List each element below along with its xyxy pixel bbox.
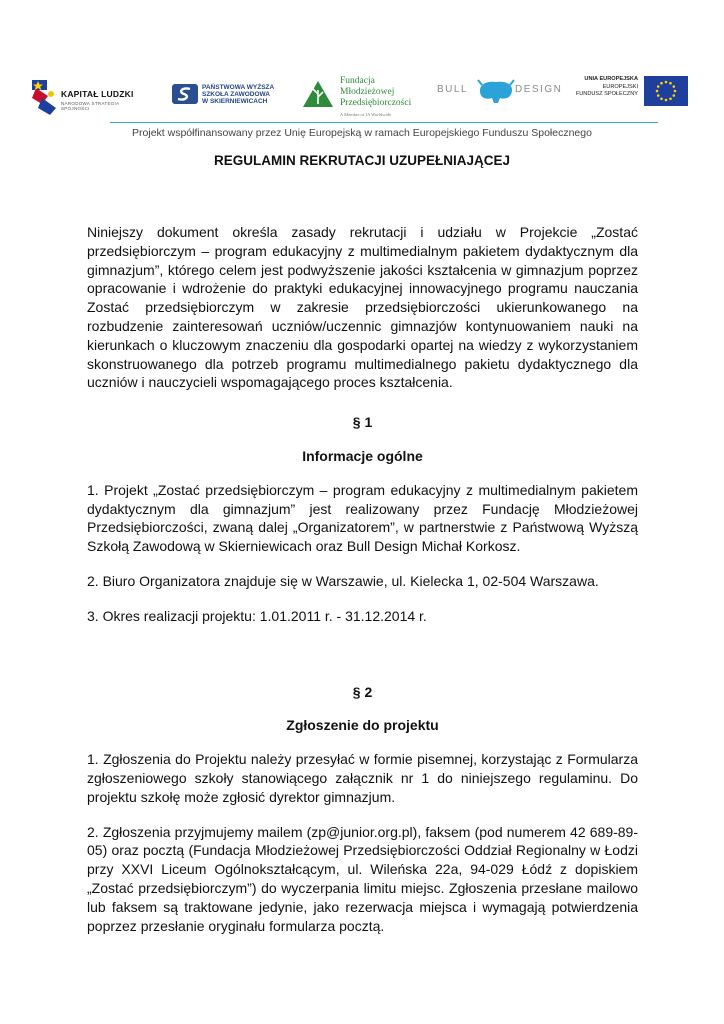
eu-line-3: FUNDUSZ SPOŁECZNY [575,91,638,98]
eu-text [576,76,638,99]
section-2-paragraph-2: 2. Zgłoszenia przyjmujemy mailem (zp@junior.org.pl), faksem (pod numerem 42 689-89-05) oraz pocztą (Fundacja Młodzieżowej Przedsiębiorczości Oddział Regionalny w Łodzi przy XXVI Liceum Ogólnokształcącym, ul. Wileńska 22a, 94-029 Łódź z dopiskiem „Zostać przedsiębiorczym”) do wyczerpania limitu miejsc. Zgłoszenia przesłane mailowo lub faksem są traktowane jedynie, jako rezerwacja miejsca i wymagają potwierdzenia poprzez przesłanie oryginału formularza pocztą. [87,823,638,934]
bull-design-logo [437,78,563,106]
fundacja-triangle-icon [302,80,334,108]
fundacja-member: A Member of JA Worldwide [340,112,392,117]
section-1-paragraph-3: 3. Okres realizacji projektu: 1.01.2011 r. - 31.12.2014 r. [87,607,427,624]
document-title: REGULAMIN REKRUTACJI UZUPEŁNIAJĄCEJ [213,153,511,168]
pwsz-name [202,84,274,105]
design-word: DESIGN [515,84,563,95]
pwsz-emblem-icon [172,84,198,104]
bull-icon [477,78,515,104]
section-1-paragraph-1: 1. Projekt „Zostać przedsiębiorczym – program edukacyjny z multimedialnym pakietem dydaktycznym dla gimnazjum” jest realizowany przez Fundację Młodzieżowej Przedsiębiorczości, zwaną dalej „Organizatorem”, w partnerstwie z Państwową Wyższą Szkołą Zawodową w Skierniewicach oraz Bull Design Michał Korkosz. [87,481,638,555]
header-logos [0,0,724,120]
eu-logo [570,76,688,112]
pwsz-line-1: PAŃSTWOWA WYŻSZA [202,84,275,91]
eu-flag-icon [644,76,688,106]
kapital-ludzki-tagline: NARODOWA STRATEGIA SPÓJNOŚCI [61,101,120,111]
pwsz-line-2: SZKOŁA ZAWODOWA [202,91,271,98]
fundacja-line-3: Przedsiębiorczości [340,98,412,108]
fundacja-line-2: Młodzieżowej [340,87,395,97]
header-divider [110,122,658,123]
section-1-heading: Informacje ogólne [302,447,423,464]
kapital-ludzki-logo [30,78,145,118]
kapital-ludzki-name: KAPITAŁ LUDZKI [61,89,134,99]
section-1-paragraph-2: 2. Biuro Organizatora znajduje się w Warszawie, ul. Kielecka 1, 02-504 Warszawa. [87,572,599,589]
fundacja-logo [302,76,414,120]
kapital-ludzki-star-icon [30,78,58,116]
fundacja-name [340,76,411,109]
document-body [87,223,638,935]
eu-line-1: UNIA EUROPEJSKA [584,76,638,82]
fundacja-line-1: Fundacja [340,76,375,86]
pwsz-logo [172,84,282,108]
intro-paragraph: Niniejszy dokument określa zasady rekrutacji i udziału w Projekcie „Zostać przedsiębiorczym – program edukacyjny z multimedialnym pakietem dydaktycznym dla gimnazjum”, którego celem jest podwyższenie jakości kształcenia w gimnazjum poprzez opracowanie i wdrożenie do praktyki edukacyjnej innowacyjnego programu nauczania Zostać przedsiębiorczym w zakresie przedsiębiorczości ukierunkowanego na rozbudzenie zainteresowań uczniów/uczennic gimnazjów kontynuowaniem nauki na kierunkach o kluczowym znaczeniu dla gospodarki opartej na wiedzy z wykorzystaniem skonstruowanego dla potrzeb programu multimedialnego pakietu dydaktycznego dla uczniów i nauczycieli wspomagającego proces kształcenia. [87,224,638,391]
section-2-heading: Zgłoszenie do projektu [286,717,439,734]
cofinancing-note: Projekt współfinansowany przez Unię Europejską w ramach Europejskiego Funduszu Społecznego [132,127,592,139]
eu-line-2: EUROPEJSKI [602,83,638,90]
bull-word: BULL [437,84,469,95]
section-1-number: § 1 [352,414,373,431]
section-2-paragraph-1: 1. Zgłoszenia do Projektu należy przesyłać w formie pisemnej, korzystając z Formularza zgłoszeniowego szkoły stanowiącego załącznik nr 1 do niniejszego regulaminu. Do projektu szkołę może zgłosić dyrektor gimnazjum. [87,751,638,805]
section-2-number: § 2 [352,683,373,700]
pwsz-line-3: W SKIERNIEWICACH [202,98,268,105]
